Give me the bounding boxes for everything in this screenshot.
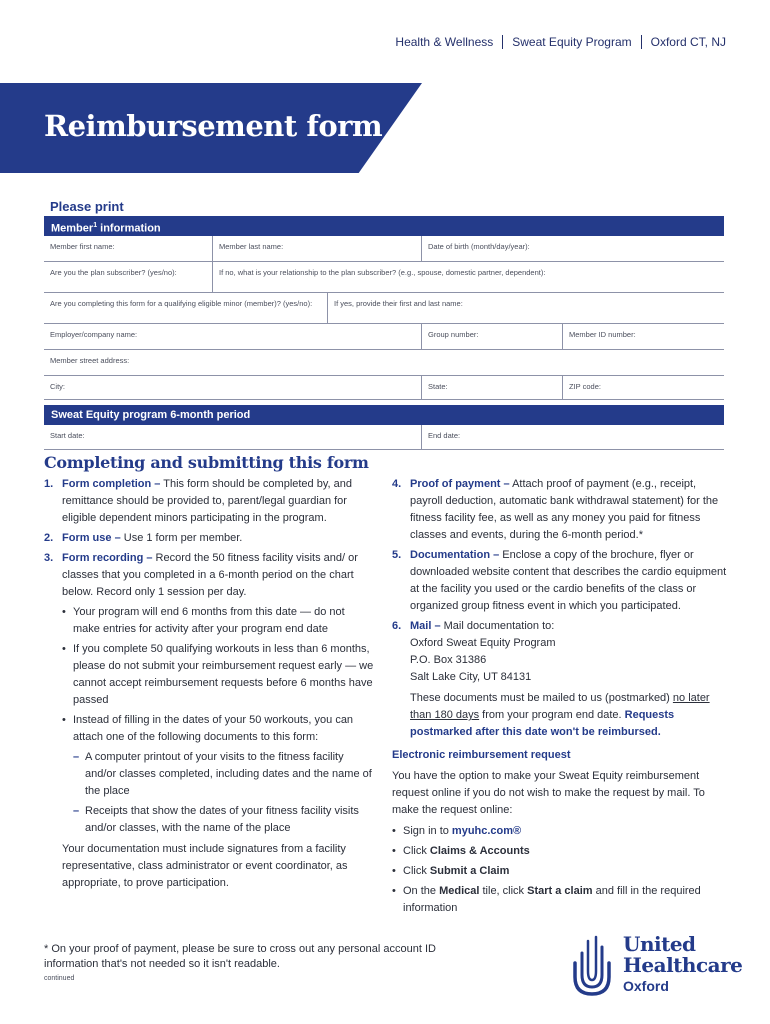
mail-address-line: P.O. Box 31386 xyxy=(410,654,487,666)
nav-health-wellness: Health & Wellness xyxy=(395,35,494,49)
instruction-item: 2. Form use – Use 1 form per member. xyxy=(44,532,243,544)
bullet-item: • If you complete 50 qualifying workouts in less than 6 months, please do not submit your reimbursement request early — we cannot accept reimbursement requests before 6 months have passed xyxy=(62,643,374,706)
uhc-u-icon xyxy=(572,933,612,997)
page-title: Reimbursement form xyxy=(44,109,383,143)
mail-deadline-note: These documents must be mailed to us (postmarked) no later than 180 days from your program end date. Requests postmarked after this date won't be reimbursed. xyxy=(410,692,710,738)
instructions-heading: Completing and submitting this form xyxy=(44,453,369,472)
form-row xyxy=(44,236,724,262)
instruction-item: 4. Proof of payment – Attach proof of payment (e.g., receipt, payroll deduction, automatic bank withdrawal statement) for the fitness facility fee, as well as any money you paid for fitness classes and events, during the 6-month period.* xyxy=(392,478,719,541)
start-date-field[interactable]: Start date: xyxy=(44,425,422,449)
member-form xyxy=(44,216,724,450)
bullet-item: • Instead of filling in the dates of your 50 workouts, you can attach one of the following documents to this form: xyxy=(62,714,354,743)
last-name-field[interactable]: Member last name: xyxy=(213,236,422,261)
nav-sweat-equity: Sweat Equity Program xyxy=(512,35,632,49)
nav-divider xyxy=(641,35,642,49)
member-id-field[interactable]: Member ID number: xyxy=(569,330,636,339)
instructions-left-column xyxy=(44,476,374,892)
street-address-field[interactable]: Member street address: xyxy=(50,356,130,365)
mail-address-line: Oxford Sweat Equity Program xyxy=(410,637,556,649)
electronic-text: You have the option to make your Sweat Equity reimbursement request online if you do not wish to make the request by mail. To make the request online: xyxy=(392,770,705,816)
dob-field[interactable]: Date of birth (month/day/year): xyxy=(428,242,530,251)
group-number-field[interactable]: Group number: xyxy=(422,324,563,349)
bullet-item: • Your program will end 6 months from this date — do not make entries for activity after your program end date xyxy=(62,606,345,635)
minor-field[interactable]: Are you completing this form for a qualifying eligible minor (member)? (yes/no): xyxy=(44,293,328,323)
unitedhealthcare-logo xyxy=(572,932,743,997)
form-row xyxy=(44,324,724,350)
instruction-item: 3. Form recording – Record the 50 fitness facility visits and/ or classes that you completed in a 6-month period on the chart below. Record only 1 session per day. xyxy=(44,552,358,598)
form-row xyxy=(44,425,724,450)
instruction-item: 6. Mail – Mail documentation to: xyxy=(392,620,555,632)
first-name-field[interactable]: Member first name: xyxy=(44,236,213,261)
logo-line-united: United xyxy=(623,932,696,956)
period-header: Sweat Equity program 6-month period xyxy=(44,405,724,425)
online-step: • Sign in to myuhc.com® xyxy=(392,825,522,837)
subscriber-field[interactable]: Are you the plan subscriber? (yes/no): xyxy=(44,262,213,292)
city-field[interactable]: City: xyxy=(44,376,422,399)
instruction-item: 1. Form completion – This form should be completed by, and remittance should be provided to, parent/legal guardian for eligible dependent minors participating in the program. xyxy=(44,478,352,524)
electronic-heading: Electronic reimbursement request xyxy=(392,749,571,761)
form-row xyxy=(44,350,724,376)
online-step: • Click Submit a Claim xyxy=(392,865,510,877)
online-step: • Click Claims & Accounts xyxy=(392,845,530,857)
nav-divider xyxy=(502,35,503,49)
logo-line-oxford: Oxford xyxy=(623,978,669,994)
form-row xyxy=(44,262,724,293)
dash-item: – A computer printout of your visits to the fitness facility and/or classes completed, including dates and the name of the place xyxy=(73,751,372,797)
instruction-item: 5. Documentation – Enclose a copy of the brochure, flyer or downloaded website content that describes the cardio equipment at the facility you used or the cardio benefits of the class or organized group fitness event in which you participated. xyxy=(392,549,727,612)
online-step: • On the Medical tile, click Start a claim and fill in the required information xyxy=(392,885,701,914)
member-info-header: Member$^1$ information xyxy=(44,216,724,236)
logo-line-healthcare: Healthcare xyxy=(623,953,743,977)
nav-oxford: Oxford CT, NJ xyxy=(650,35,726,49)
dash-item: – Receipts that show the dates of your fitness facility visits and/or classes, with the name of the place xyxy=(73,805,359,834)
minor-name-field[interactable]: If yes, provide their first and last name: xyxy=(334,299,463,308)
form-row xyxy=(44,293,724,324)
relationship-field[interactable]: If no, what is your relationship to the plan subscriber? (e.g., spouse, domestic partner, dependent): xyxy=(219,268,546,277)
mail-address-line: Salt Lake City, UT 84131 xyxy=(410,671,532,683)
instructions-right-column xyxy=(392,476,728,920)
form-row xyxy=(44,376,724,400)
documentation-note: Your documentation must include signatures from a facility representative, class administrator or event coordinator, as appropriate, to prove participation. xyxy=(62,843,348,889)
employer-field[interactable]: Employer/company name: xyxy=(44,324,422,349)
myuhc-link[interactable]: myuhc.com® xyxy=(451,825,522,837)
continued-label: continued xyxy=(44,975,75,982)
please-print-label: Please print xyxy=(50,199,124,214)
zip-field[interactable]: ZIP code: xyxy=(569,382,601,391)
header-nav xyxy=(395,35,726,49)
state-field[interactable]: State: xyxy=(422,376,563,399)
footnote: * On your proof of payment, please be sure to cross out any personal account ID information that's not needed so it isn't readable. xyxy=(44,943,436,970)
end-date-field[interactable]: End date: xyxy=(428,431,461,440)
